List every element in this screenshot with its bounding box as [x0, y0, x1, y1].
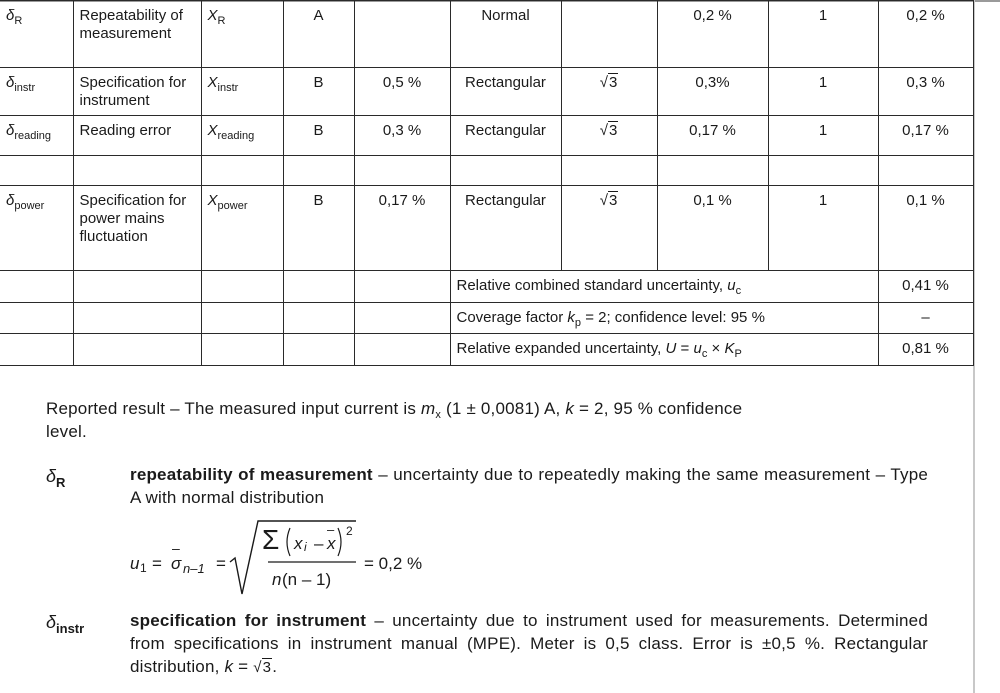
cell-contribution: 0,3 %	[878, 68, 973, 116]
cell-type: B	[283, 116, 354, 156]
cell-variable: $X_{instr}$	[201, 68, 283, 116]
cell-distribution: Rectangular	[450, 186, 561, 271]
cell-description: Specification for power mains fluctuation	[73, 186, 201, 271]
summary-row-combined	[0, 271, 973, 303]
cell-symbol: $\delta_{power}$	[0, 186, 73, 271]
formula-repeatability: u 1 = – σ n–1 = Σ x i – – x 2 n (n – 1) = 0,2 %	[130, 518, 530, 598]
cell-std-uncertainty: 0,1 %	[657, 186, 768, 271]
summary-row-expanded	[0, 334, 973, 366]
cell-contribution: 0,17 %	[878, 116, 973, 156]
cell-contribution: 0,2 %	[878, 1, 973, 68]
cell-type: B	[283, 68, 354, 116]
cell-distribution: Rectangular	[450, 68, 561, 116]
cell-value: 0,3 %	[354, 116, 450, 156]
expanded-uncertainty-label: Relative expanded uncertainty, $U = u_c \times K_P$	[450, 334, 878, 366]
cell-divisor	[561, 186, 657, 271]
cell-sensitivity: 1	[768, 186, 878, 271]
sqrt-symbol: √3	[599, 74, 618, 91]
cell-sensitivity: 1	[768, 1, 878, 68]
cell-divisor	[561, 1, 657, 68]
cell-symbol: $\delta_{instr}$	[0, 68, 73, 116]
cell-sensitivity: 1	[768, 116, 878, 156]
definition-instrument: specification for instrument – uncertainty due to instrument used for measurements. Determined from specifications in instrument manual (MPE). Meter is 0,5 class. Error is ±0,5 %. Rectangular distribution, k = √3.	[130, 609, 928, 679]
table-row	[0, 68, 973, 116]
cell-std-uncertainty: 0,2 %	[657, 1, 768, 68]
cell-symbol: $\delta_R$	[0, 1, 73, 68]
table-row	[0, 116, 973, 156]
cell-variable: $X_{reading}$	[201, 116, 283, 156]
table-row	[0, 186, 973, 271]
cell-description: Repeatability of measurement	[73, 1, 201, 68]
cell-distribution: Rectangular	[450, 116, 561, 156]
cell-value: 0,17 %	[354, 186, 450, 271]
cell-variable: $X_R$	[201, 1, 283, 68]
cell-contribution: 0,1 %	[878, 186, 973, 271]
definition-symbol-instrument: $\delta_{instr}$	[46, 612, 85, 636]
definition-symbol-repeatability: $\delta_R$	[46, 466, 66, 490]
summary-row-coverage	[0, 303, 973, 334]
definition-repeatability: repeatability of measurement – uncertainty due to repeatedly making the same measurement – Type A with normal distribution	[130, 465, 928, 507]
cell-value	[354, 1, 450, 68]
sqrt-symbol: √3	[599, 122, 618, 139]
expanded-uncertainty-value: 0,81 %	[878, 334, 973, 366]
reported-result-paragraph: Reported result – The measured input current is $m_x$ (1 ± 0,0081) A, k = 2, 95 % confidence level.	[46, 399, 743, 441]
table-row-empty	[0, 156, 973, 186]
cell-std-uncertainty: 0,17 %	[657, 116, 768, 156]
coverage-factor-value: –	[878, 303, 973, 334]
combined-uncertainty-value: 0,41 %	[878, 271, 973, 303]
sqrt-symbol: √3	[253, 659, 272, 676]
combined-uncertainty-label: Relative combined standard uncertainty, $u_c$	[450, 271, 878, 303]
cell-symbol: $\delta_{reading}$	[0, 116, 73, 156]
sqrt-symbol: √3	[599, 192, 618, 209]
cell-variable: $X_{power}$	[201, 186, 283, 271]
cell-divisor	[561, 68, 657, 116]
cell-type: B	[283, 186, 354, 271]
cell-type: A	[283, 1, 354, 68]
cell-std-uncertainty: 0,3%	[657, 68, 768, 116]
table-row	[0, 1, 973, 68]
cell-value: 0,5 %	[354, 68, 450, 116]
cell-description: Specification for instrument	[73, 68, 201, 116]
cell-divisor	[561, 116, 657, 156]
cell-description: Reading error	[73, 116, 201, 156]
cell-distribution: Normal	[450, 1, 561, 68]
cell-sensitivity: 1	[768, 68, 878, 116]
coverage-factor-label: Coverage factor $k_p = 2$; confidence level: 95 %	[450, 303, 878, 334]
